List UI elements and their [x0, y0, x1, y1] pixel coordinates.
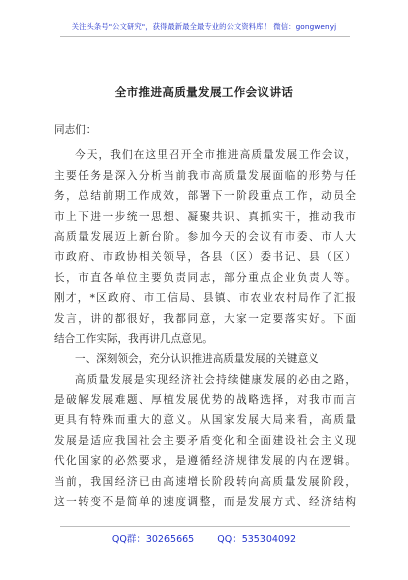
header-divider — [60, 36, 350, 37]
section-heading: 一、深刻领会，充分认识推进高质量发展的关键意义 — [75, 353, 319, 366]
body-line: 市政府、市政协相关领导，各县（区）委书记、县（区） — [54, 251, 356, 264]
body-line: 高质量发展迈上新台阶。参加今天的会议有市委、市人大 — [54, 230, 356, 243]
body-line: 高质量发展是实现经济社会持续健康发展的必由之路， — [75, 373, 356, 386]
body-line: 结合工作实际，我再讲几点意见。 — [54, 332, 213, 345]
header-note: 关注头条号"公文研究"，获得最新最全最专业的公文资料库！ 微信：gongwenyj — [71, 22, 337, 31]
body-line: 当前，我国经济已由高速增长阶段转向高质量发展阶段， — [54, 475, 356, 488]
document-body — [54, 120, 356, 512]
body-line: 发展是适应我国社会主要矛盾变化和全面建设社会主义现 — [54, 434, 356, 447]
qq-group: QQ群：30265665 — [111, 534, 195, 545]
footer-contact — [0, 531, 408, 545]
body-line: 这一转变不是简单的速度调整，而是发展方式、经济结构 — [54, 496, 356, 509]
greeting: 同志们： — [54, 124, 97, 136]
body-line: 更具有特殊而重大的意义。从国家发展大局来看，高质量 — [54, 414, 356, 427]
body-line: 市上下进一步统一思想、凝聚共识、真抓实干，推动我市 — [54, 210, 356, 223]
body-line: 主要任务是深入分析当前我市高质量发展面临的形势与任 — [54, 169, 356, 182]
body-line: 发言，讲的都很好，我都同意，大家一定要落实好。下面 — [54, 312, 356, 325]
body-line: 务，总结前期工作成效，部署下一阶段重点工作，动员全 — [54, 190, 356, 203]
body-line: 代化国家的必然要求，是遵循经济规律发展的内在逻辑。 — [54, 455, 356, 468]
body-line: 长，市直各单位主要负责同志，部分重点企业负责人等。 — [54, 271, 356, 284]
body-line: 是破解发展难题、厚植发展优势的战略选择，对我市而言 — [54, 394, 356, 407]
body-line: 今天，我们在这里召开全市推进高质量发展工作会议， — [75, 149, 356, 162]
footer-divider — [60, 526, 350, 527]
body-line: 刚才，*区政府、市工信局、县镇、市农业农村局作了汇报 — [54, 292, 356, 305]
qq-number: QQ：535304092 — [217, 534, 297, 545]
document-title: 全市推进高质量发展工作会议讲话 — [114, 85, 294, 99]
